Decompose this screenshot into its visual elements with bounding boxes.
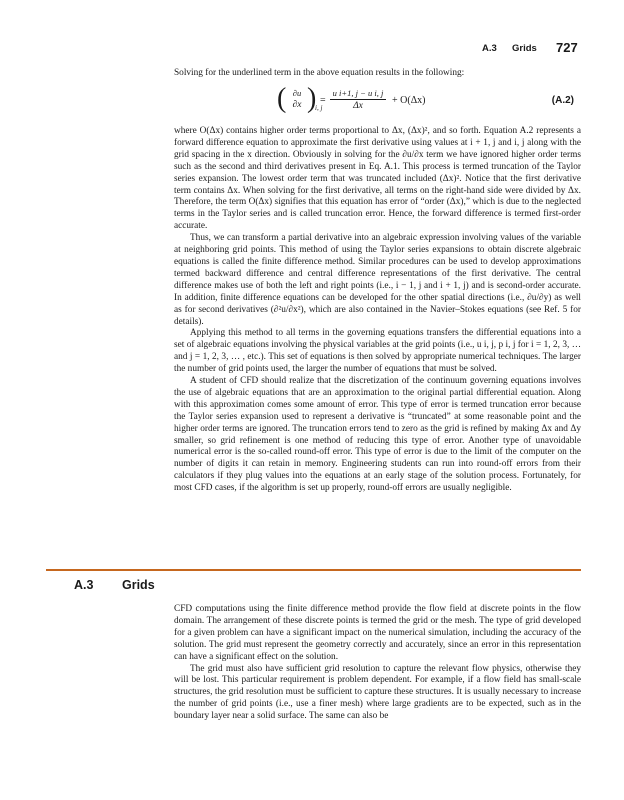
equation-a2 (174, 84, 581, 118)
equation-error-term: + O(Δx) (392, 95, 426, 106)
page-number: 727 (556, 40, 578, 55)
paragraph-algebraic-equations: Applying this method to all terms in the governing equations transfers the differential equations into a set of algebraic equations involving the physical variables at the grid points (i.e., u i, j, p i, j for i = 1, 2, 3, … and j = 1, 2, 3, … , etc.). This set of equations is then solved by appropriate numerical techniques. The larger the number of grid points used, the larger the number of equations that must be solved. (174, 328, 581, 375)
paragraph-errors: A student of CFD should realize that the discretization of the continuum governing equations involves the use of algebraic equations that are an approximation to the original partial differential equation. Along with this approximation comes some amount of error. This type of error is termed truncation error because the Taylor series expansion used to represent a derivative is “truncated” at some reasonable point and the higher order terms are ignored. The truncation errors tend to zero as the grid is refined by making Δx and Δy smaller, so grid refinement is one method of reducing this type of error. Another type of unavoidable numerical error is the so-called round-off error. This type of error is due to the limit of the computer on the number of digits it can retain in memory. Engineering students can run into round-off errors from their calculators if they plug values into the equations at an early stage of the solution process. Fortunately, for most CFD cases, if the algorithm is set up properly, round-off errors are usually negligible. (174, 376, 581, 494)
equation-rhs-fraction (330, 88, 386, 112)
section-heading (74, 578, 274, 596)
equation-lhs-numerator: ∂u (292, 88, 302, 98)
section-title: Grids (122, 578, 155, 592)
equation-lhs-subscript: i, j (315, 104, 323, 112)
equation-lhs-denominator: ∂x (292, 100, 302, 110)
body-text-grids (174, 604, 581, 723)
paragraph-grids-intro: CFD computations using the finite difference method provide the flow field at discrete points in the flow domain. The arrangement of these discrete points is termed the grid or the mesh. The type of grid developed for a given problem can have a significant impact on the numerical simulation, including the accuracy of the solution. The grid must represent the geometry correctly and accurately, since an error in this representation can have a significant effect on the solution. (174, 604, 581, 662)
equation-rhs-numerator: u i+1, j − u i, j (332, 88, 384, 98)
equation-number: (A.2) (551, 95, 574, 106)
equation-left-paren: ( (277, 83, 287, 114)
equation-lhs-fraction (285, 88, 309, 111)
intro-line (174, 68, 581, 80)
equation-rhs-denominator: Δx (330, 99, 386, 112)
section-number: A.3 (74, 578, 94, 592)
paragraph-grid-resolution: The grid must also have sufficient grid resolution to capture the relevant flow physics, otherwise they will be lost. This particular requirement is problem dependent. For example, if a flow field has small-scale structures, the grid resolution must be sufficient to capture these structures. It is usually necessary to increase the number of grid points (i.e., use a finer mesh) where large gradients are to be expected, such as in the boundary layer near a solid surface. The same can also be (174, 663, 581, 722)
equation-right-paren: ) (307, 83, 317, 114)
body-text-upper (174, 126, 581, 495)
paragraph-truncation: where O(Δx) contains higher order terms proportional to Δx, (Δx)², and so forth. Equation A.2 represents a forward difference equation to approximate the first derivative using values at i + 1, j and i, j along with the grid spacing in the x direction. Obviously in solving for the ∂u/∂x term we have ignored higher order terms such as the second and third derivatives present in Eq. A.1. This process is termed truncation of the Taylor series expansion. The lowest order term that was truncated included (Δx)². Notice that the first derivative term contains Δx. When solving for the first derivative, all terms on the right-hand side were divided by Δx. Therefore, the term O(Δx) signifies that this equation has error of “order (Δx),” which is due to the neglected terms in the Taylor series and is called truncation error. Hence, the forward difference is termed first-order accurate. (174, 126, 581, 232)
equation-equals: = (320, 95, 326, 106)
running-head-title: Grids (512, 43, 537, 54)
running-head-section: A.3 (482, 43, 497, 54)
running-head (470, 40, 580, 56)
section-divider (46, 569, 581, 571)
intro-paragraph: Solving for the underlined term in the above equation results in the following: (174, 68, 465, 78)
paragraph-finite-difference: Thus, we can transform a partial derivative into an algebraic expression involving values of the variable at neighboring grid points. This method of using the Taylor series expansions to obtain discrete algebraic equations is called the finite difference method. Similar procedures can be used to develop approximations termed backward difference and central difference representations of the first derivative. The central difference makes use of both the left and right points (i.e., i − 1, j and i + 1, j) and is second-order accurate. In addition, finite difference equations can be developed for the other spatial directions (i.e., ∂u/∂y) as well as for second derivatives (∂²u/∂x²), which are also contained in the Navier–Stokes equations (see Ref. 5 for details). (174, 233, 581, 327)
